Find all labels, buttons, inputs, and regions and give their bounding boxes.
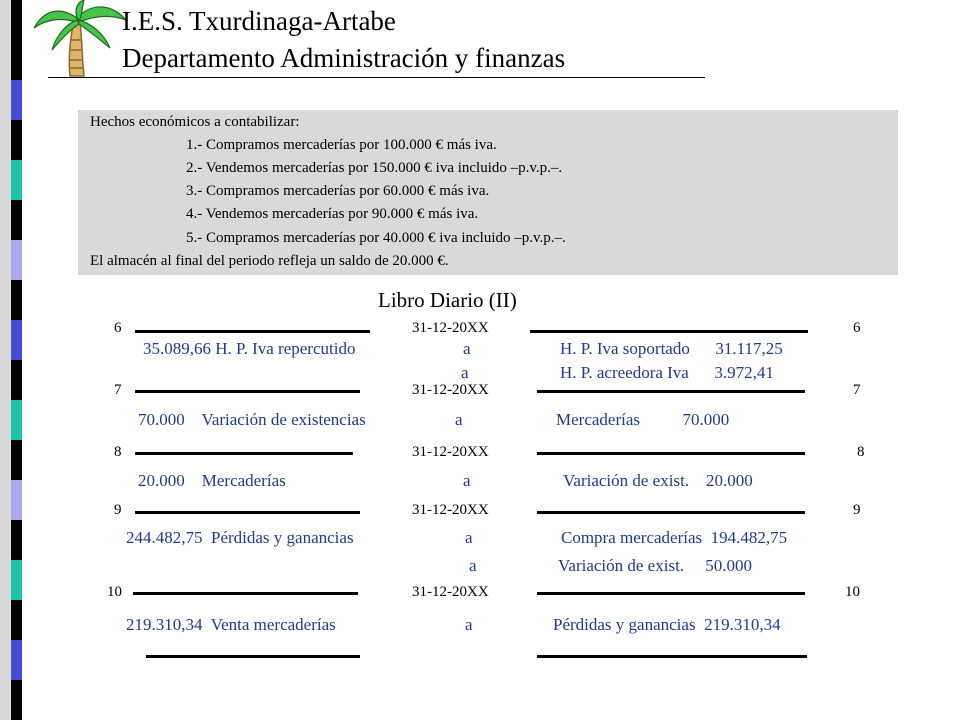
credit-line: Variación de exist. 50.000 <box>558 556 753 575</box>
facts-footer: El almacén al final del periodo refleja un saldo de 20.000 €. <box>90 253 449 269</box>
entry-number-left: 8 <box>114 444 122 460</box>
debit-line: 70.000 Variación de existencias <box>138 410 366 429</box>
entry-rule <box>135 511 360 514</box>
entry-number-right: 6 <box>853 320 861 336</box>
separator-a: a <box>463 471 471 490</box>
fact-item: 4.- Vendemos mercaderías por 90.000 € más iva. <box>186 206 479 222</box>
palm-tree-icon <box>30 0 130 78</box>
entry-date: 31-12-20XX <box>412 382 489 398</box>
entry-number-right: 9 <box>853 502 861 518</box>
left-decorative-stripe <box>0 0 30 720</box>
entry-rule <box>537 390 805 393</box>
separator-a: a <box>469 556 477 575</box>
entry-number-left: 7 <box>114 382 122 398</box>
debit-line: 244.482,75 Pérdidas y ganancias <box>126 528 354 547</box>
entry-number-right: 10 <box>845 584 860 600</box>
entry-number-left: 9 <box>114 502 122 518</box>
credit-line: Mercaderías 70.000 <box>556 410 730 429</box>
journal-title: Libro Diario (II) <box>378 288 517 312</box>
entry-number-left: 6 <box>114 320 122 336</box>
entry-number-left: 10 <box>107 584 122 600</box>
fact-item: 5.- Compramos mercaderías por 40.000 € iva incluido –p.v.p.–. <box>186 230 566 246</box>
entry-number-right: 8 <box>857 444 865 460</box>
entry-rule <box>537 452 805 455</box>
entry-rule <box>537 592 805 595</box>
facts-box <box>78 110 898 275</box>
credit-line: H. P. acreedora Iva 3.972,41 <box>560 363 774 382</box>
credit-line: Compra mercaderías 194.482,75 <box>561 528 788 547</box>
credit-line: H. P. Iva soportado 31.117,25 <box>560 339 783 358</box>
separator-a: a <box>465 528 473 547</box>
separator-a: a <box>461 363 469 382</box>
entry-rule <box>133 592 358 595</box>
entry-number-right: 7 <box>853 382 861 398</box>
fact-item: 3.- Compramos mercaderías por 60.000 € más iva. <box>186 183 490 199</box>
separator-a: a <box>465 615 473 634</box>
entry-date: 31-12-20XX <box>412 320 489 336</box>
entry-date: 31-12-20XX <box>412 502 489 518</box>
entry-rule <box>530 330 808 333</box>
debit-line: 35.089,66 H. P. Iva repercutido <box>143 339 356 358</box>
facts-heading: Hechos económicos a contabilizar: <box>90 114 300 130</box>
header-underline <box>48 77 705 78</box>
debit-line: 219.310,34 Venta mercaderías <box>126 615 336 634</box>
credit-line: Variación de exist. 20.000 <box>563 471 753 490</box>
header-line-1: I.E.S. Txurdinaga-Artabe <box>122 6 396 36</box>
closing-rule <box>146 655 360 658</box>
closing-rule <box>537 655 807 658</box>
separator-a: a <box>463 339 471 358</box>
entry-date: 31-12-20XX <box>412 444 489 460</box>
entry-rule <box>537 511 805 514</box>
entry-rule <box>135 330 370 333</box>
fact-item: 2.- Vendemos mercaderías por 150.000 € iva incluido –p.v.p.–. <box>186 160 563 176</box>
credit-line: Pérdidas y ganancias 219.310,34 <box>553 615 781 634</box>
separator-a: a <box>455 410 463 429</box>
entry-rule <box>135 452 353 455</box>
fact-item: 1.- Compramos mercaderías por 100.000 € más iva. <box>186 137 497 153</box>
debit-line: 20.000 Mercaderías <box>138 471 286 490</box>
header-line-2: Departamento Administración y finanzas <box>122 43 566 73</box>
entry-date: 31-12-20XX <box>412 584 489 600</box>
entry-rule <box>135 390 360 393</box>
